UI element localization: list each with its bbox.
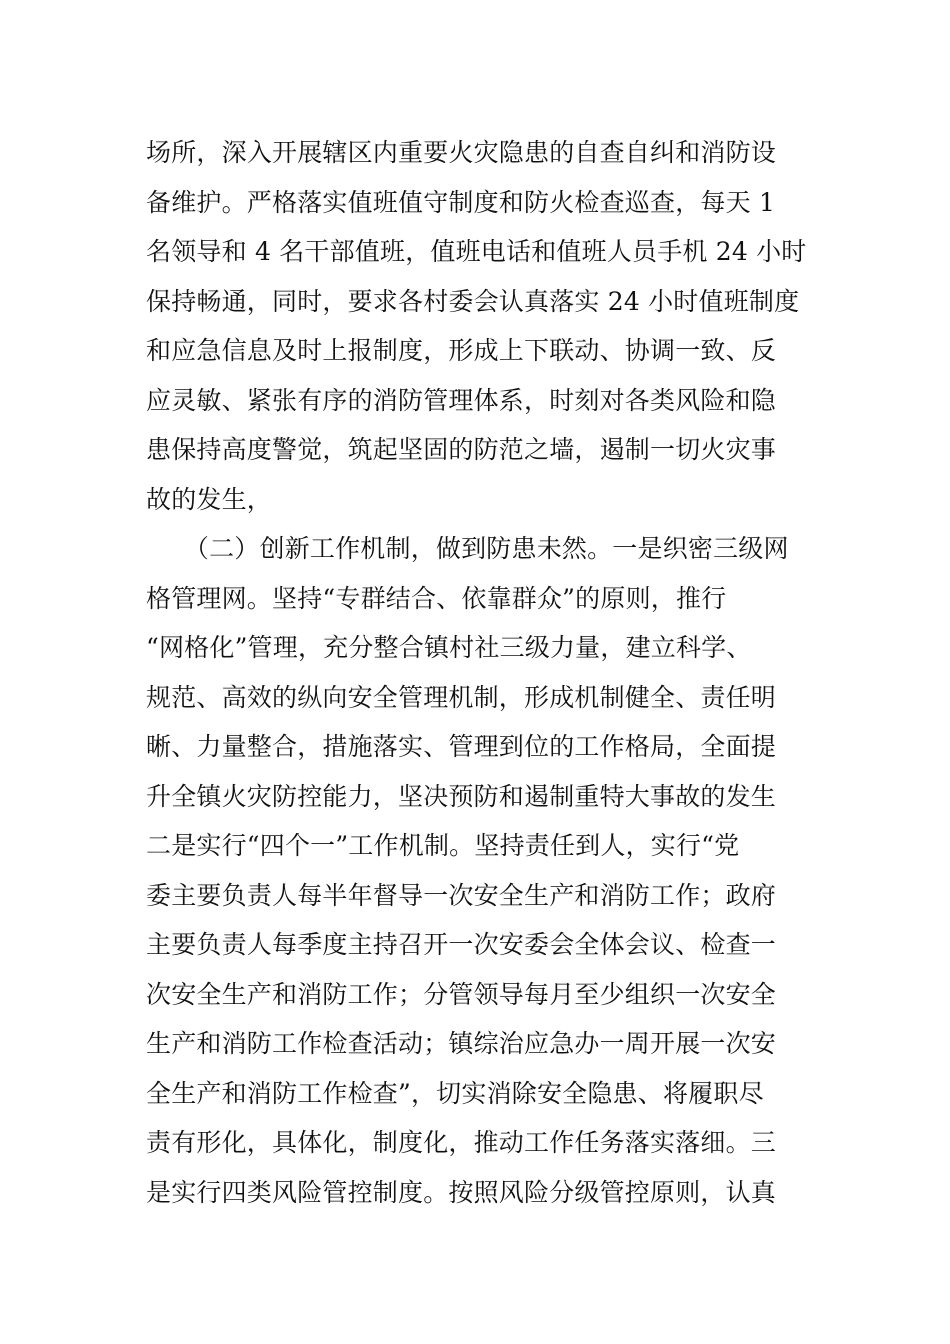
text-line: 格管理网。坚持“专群结合、依靠群众”的原则，推行 <box>146 583 727 613</box>
text-line: 保持畅通，同时，要求各村委会认真落实 24 小时值班制度 <box>146 286 800 316</box>
text-line: 次安全生产和消防工作；分管领导每月至少组织一次安全 <box>146 979 777 1009</box>
paragraph-1 <box>146 128 816 524</box>
text-line: “网格化”管理，充分整合镇村社三级力量，建立科学、 <box>146 633 752 662</box>
text-line: 是实行四类风险管控制度。按照风险分级管控原则，认真 <box>146 1177 777 1207</box>
text-line: （二）创新工作机制，做到防患未然。一是织密三级网 <box>146 534 789 563</box>
text-line: 主要负责人每季度主持召开一次安委会全体会议、检查一 <box>146 930 777 959</box>
text-line: 全生产和消防工作检查”，切实消除安全隐患、将履职尽 <box>146 1078 764 1108</box>
text-line: 晰、力量整合，措施落实、管理到位的工作格局，全面提 <box>146 732 777 761</box>
text-line: 应灵敏、紧张有序的消防管理体系，时刻对各类风险和隐 <box>146 385 777 415</box>
text-line: 升全镇火灾防控能力，坚决预防和遏制重特大事故的发生 <box>146 781 777 811</box>
text-line: 二是实行“四个一”工作机制。坚持责任到人，实行“党 <box>146 831 740 860</box>
text-line: 规范、高效的纵向安全管理机制，形成机制健全、责任明 <box>146 682 777 712</box>
text-line: 和应急信息及时上报制度，形成上下联动、协调一致、反 <box>146 336 777 365</box>
text-line: 患保持高度警觉，筑起坚固的防范之墙，遏制一切火灾事 <box>146 435 777 464</box>
text-line: 场所，深入开展辖区内重要火灾隐患的自查自纠和消防设 <box>146 138 777 167</box>
text-line: 备维护。严格落实值班值守制度和防火检查巡查，每天 1 <box>146 187 776 217</box>
text-line: 委主要负责人每半年督导一次安全生产和消防工作；政府 <box>146 880 777 910</box>
text-line: 生产和消防工作检查活动；镇综治应急办一周开展一次安 <box>146 1029 777 1058</box>
paragraph-2 <box>146 524 816 1217</box>
text-line: 名领导和 4 名干部值班，值班电话和值班人员手机 24 小时 <box>146 237 807 266</box>
text-line: 责有形化，具体化，制度化，推动工作任务落实落细。三 <box>146 1128 777 1157</box>
text-line: 故的发生， <box>146 484 273 514</box>
